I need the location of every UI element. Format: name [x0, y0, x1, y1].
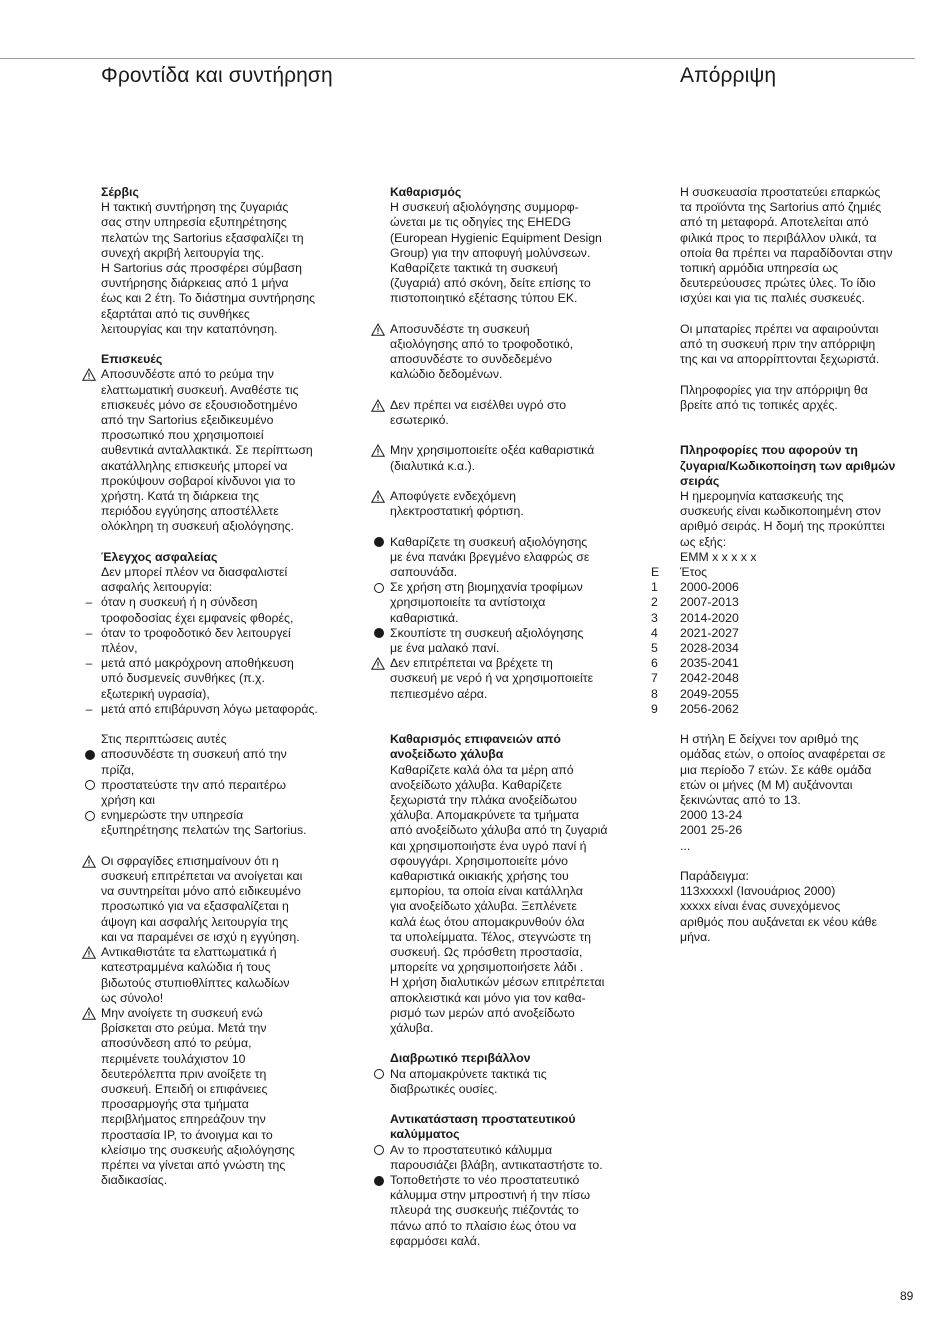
text-line: μπορείτε να χρησιμοποιήσετε λάδι .: [390, 960, 584, 975]
serial-code: 4: [651, 625, 658, 640]
serial-value: 2056-2062: [680, 701, 739, 716]
example-heading: Παράδειγμα:: [680, 869, 749, 884]
serial-code: 3: [651, 610, 658, 625]
spacer: [390, 428, 640, 443]
text-line: και χρησιμοποιήστε ένα υγρό πανί ή: [390, 838, 587, 853]
serial-table-row: [651, 641, 920, 656]
text-line: Δεν μπορεί πλέον να διασφαλιστεί: [101, 565, 288, 580]
warning-icon: [371, 489, 385, 504]
text-line: ελαττωματική συσκευή. Αναθέστε τις: [101, 382, 299, 397]
serial-table-row: [651, 595, 920, 610]
text-line: λειτουργίας και την καταπόνηση.: [101, 321, 278, 336]
text-line: χρήση και: [101, 793, 155, 808]
text-line: Καθαρίζετε καλά όλα τα μέρη από: [390, 762, 574, 777]
text-line: πεπιεσμένο αέρα.: [390, 686, 488, 701]
text-line: πρέπει να γίνεται από γνώστη της: [101, 1157, 286, 1172]
open-bullet-icon: [83, 778, 97, 793]
text-line: συνεχή ακριβή λειτουργία της.: [101, 245, 265, 260]
cases-intro: Στις περιπτώσεις αυτές: [101, 732, 227, 747]
text-line: μήνα.: [680, 929, 711, 944]
text-line: να συντηρείται μόνο από ειδικευμένο: [101, 884, 301, 899]
warning-icon: [82, 854, 96, 869]
text-line: εσωτερικό.: [390, 413, 449, 428]
text-line: τοπική αρμόδια υπηρεσία ως: [680, 261, 838, 276]
text-line: βιδωτούς στυπιοθλίπτες καλωδίων: [101, 975, 290, 990]
text-line: συσκευή επιτρέπεται να ανοίγεται και: [101, 869, 303, 884]
text-line: βρείτε από τις τοπικές αρχές.: [680, 397, 838, 412]
safety-action-item: [101, 747, 351, 777]
warning-icon: [371, 443, 385, 458]
text-line: Πληροφορίες για την απόρριψη θα: [680, 382, 868, 397]
serial-code: 1: [651, 580, 658, 595]
open-dot: [374, 1069, 384, 1079]
text-line: σας στην υπηρεσία εξυπηρέτησης: [101, 215, 287, 230]
section-heading-cover: Αντικατάσταση προστατευτικού: [390, 1112, 576, 1127]
text-line: και να παραμένει σε ισχύ η εγγύηση.: [101, 929, 300, 944]
section-heading-repairs: Επισκευές: [101, 352, 163, 367]
serial-value: 2028-2034: [680, 641, 739, 656]
text-line: ετών οι μήνες (M M) αυξάνονται: [680, 777, 853, 792]
text-line: συντήρησης διάρκειας από 1 μήνα: [101, 276, 289, 291]
text-line: αποκλειστικά και μόνο για τον καθα-: [390, 990, 586, 1005]
text-line: 2001 25-26: [680, 823, 743, 838]
text-line: αποσυνδέστε το συνδεδεμένο: [390, 352, 553, 367]
dash-bullet: –: [85, 595, 93, 610]
safety-condition-item: [85, 701, 351, 717]
serial-table-row: [651, 686, 920, 702]
warning-icon: [82, 1006, 96, 1021]
text-line: ενημερώστε την υπηρεσία: [101, 808, 244, 823]
text-line: από την Sartorius εξειδικευμένο: [101, 413, 274, 428]
spacer: [680, 717, 920, 732]
text-line: ρισμό των μερών από ανοξείδωτο: [390, 1005, 575, 1020]
text-line: μια περίοδο 7 ετών. Σε κάθε ομάδα: [680, 762, 872, 777]
text-line: πλευρά της συσκευής πιέζοντάς το: [390, 1203, 579, 1218]
section-heading-serial: ζυγαρια/Κωδικοποίηση των αριθμών: [680, 458, 896, 473]
serial-value: 2000-2006: [680, 580, 739, 595]
open-dot: [85, 811, 95, 821]
section-heading-corrosive: Διαβρωτικό περιβάλλον: [390, 1051, 531, 1066]
serial-table-row: [651, 656, 920, 671]
text-line: συσκευής είναι κωδικοποιημένη στον: [680, 504, 881, 519]
text-line: πιστοποιητικό εξέτασης τύπου ΕΚ.: [390, 291, 578, 306]
spacer: [680, 307, 920, 322]
text-line: εξωτερική υγρασία),: [101, 686, 210, 701]
text-line: μετά από μακρόχρονη αποθήκευση: [101, 656, 294, 671]
text-line: Η στήλη E δείχνει τον αριθμό της: [680, 732, 859, 747]
section-heading-cover: καλύμματος: [390, 1127, 460, 1142]
section-heading-steel: Καθαρισμός επιφανειών από: [390, 732, 561, 747]
text-line: βρίσκεται στο ρεύμα. Μετά την: [101, 1021, 267, 1036]
open-bullet-icon: [372, 580, 386, 595]
text-line: για ανοξείδωτο χάλυβα. Ξεπλένετε: [390, 899, 577, 914]
dash-bullet: –: [85, 656, 93, 671]
serial-code: E: [651, 565, 660, 580]
text-line: ολόκληρη τη συσκευή αξιολόγησης.: [101, 519, 294, 534]
text-line: ανοξείδωτο χάλυβα. Καθαρίζετε: [390, 777, 562, 792]
text-line: αυθεντικά ανταλλακτικά. Σε περίπτωση: [101, 443, 313, 458]
spacer: [101, 337, 351, 352]
text-line: ως εξής:: [680, 534, 727, 549]
open-bullet-icon: [372, 1067, 386, 1082]
text-line: Αποσυνδέστε από το ρεύμα την: [101, 367, 274, 382]
text-line: αποσυνδέστε τη συσκευή από την: [101, 747, 287, 762]
text-line: συσκευή. Ως πρόσθετη προστασία,: [390, 945, 583, 960]
serial-value: Έτος: [680, 565, 708, 580]
text-line: της και να απορρίπτονται ξεχωριστά.: [680, 352, 880, 367]
corrosive-item: [390, 1067, 640, 1097]
text-line: αποσύνδεση από το ρεύμα,: [101, 1036, 252, 1051]
section-heading-cleaning: Καθαρισμός: [390, 185, 462, 199]
warning-item: [101, 945, 351, 1006]
spacer: [101, 717, 351, 732]
warning-icon: [371, 322, 385, 337]
serial-code: 2: [651, 595, 658, 610]
text-line: (ζυγαριά) από σκόνη, δείτε επίσης το: [390, 276, 591, 291]
text-line: με ένα μαλακό πανί.: [390, 641, 500, 656]
text-line: διαδικασίας.: [101, 1173, 168, 1188]
section-heading-serial: σειράς: [680, 473, 720, 488]
text-line: πλέον,: [101, 641, 138, 656]
dash-bullet: –: [85, 625, 93, 640]
text-line: τροφοδοσίας έχει εμφανείς φθορές,: [101, 610, 294, 625]
section-heading-steel: ανοξείδωτο χάλυβα: [390, 747, 504, 762]
cleaning-warning: [390, 398, 640, 428]
text-line: Σκουπίστε τη συσκευή αξιολόγησης: [390, 625, 584, 640]
warning-item: [101, 1006, 351, 1188]
serial-value: 2035-2041: [680, 656, 739, 671]
text-line: Οι μπαταρίες πρέπει να αφαιρούνται: [680, 321, 879, 336]
text-line: ως σύνολο!: [101, 990, 164, 1005]
text-line: ομάδας ετών, ο οποίος αναφέρεται σε: [680, 747, 886, 762]
text-line: διαβρωτικές ουσίες.: [390, 1081, 498, 1096]
header-rule: [0, 58, 915, 59]
serial-code: 6: [651, 656, 658, 671]
text-line: σφουγγάρι. Χρησιμοποιείτε μόνο: [390, 853, 568, 868]
text-line: κλείσιμο της συσκευής αξιολόγησης: [101, 1142, 295, 1157]
text-line: Καθαρίζετε τη συσκευή αξιολόγησης: [390, 534, 588, 549]
warning-icon: [82, 945, 96, 960]
text-line: Η συσκευή αξιολόγησης συμμορφ-: [390, 200, 579, 215]
text-line: ασφαλής λειτουργία:: [101, 580, 213, 595]
text-line: ηλεκτροστατική φόρτιση.: [390, 504, 524, 519]
safety-action-item: [101, 778, 351, 808]
text-line: με ένα πανάκι βρεγμένο ελαφρώς σε: [390, 549, 590, 564]
filled-bullet-icon: [83, 747, 97, 762]
text-line: περιόδου εγγύησης αποστέλλετε: [101, 504, 279, 519]
text-line: (διαλυτικά κ.α.).: [390, 458, 476, 473]
text-line: όταν η συσκευή ή η σύνδεση: [101, 595, 258, 610]
spacer: [390, 474, 640, 489]
spacer: [680, 413, 920, 443]
spacer: [101, 535, 351, 550]
text-line: EMM x x x x x: [680, 549, 757, 564]
safety-condition-item: [85, 656, 351, 702]
text-line: Μην χρησιμοποιείτε οξέα καθαριστικά: [390, 443, 595, 458]
text-line: xxxxx είναι ένας συνεχόμενος: [680, 899, 841, 914]
serial-code: 8: [651, 686, 658, 701]
spacer: [390, 307, 640, 322]
serial-value: 2007-2013: [680, 595, 739, 610]
spacer: [390, 1036, 640, 1051]
text-line: χάλυβα.: [390, 1021, 434, 1036]
text-line: ξεχωριστά την πλάκα ανοξείδωτου: [390, 793, 577, 808]
text-line: προσαρμογής στα τμήματα: [101, 1097, 249, 1112]
text-line: επισκευές μόνο σε εξουσιοδοτημένο: [101, 397, 298, 412]
cleaning-warning: [390, 322, 640, 383]
safety-action-item: [101, 808, 351, 838]
text-line: προστατεύστε την από περαιτέρω: [101, 777, 286, 792]
cleaning-step: [390, 535, 640, 581]
text-line: έως και 2 έτη. Το διάστημα συντήρησης: [101, 291, 316, 306]
text-line: από τη συσκευή πριν την απόρριψη: [680, 337, 876, 352]
text-line: καλά έως ότου απομακρυνθούν όλα: [390, 914, 585, 929]
text-line: Δεν επιτρέπεται να βρέχετε τη: [390, 656, 553, 671]
text-line: Αντικαθιστάτε τα ελαττωματικά ή: [101, 945, 277, 960]
serial-table-row: [651, 580, 920, 595]
text-line: τα προϊόντα της Sartorius από ζημιές: [680, 200, 882, 215]
text-line: εξαρτάται από τις συνθήκες: [101, 306, 250, 321]
text-line: προσωπικό που χρησιμοποιεί: [101, 428, 264, 443]
serial-value: 2021-2027: [680, 625, 739, 640]
spacer: [390, 702, 640, 732]
spacer: [390, 383, 640, 398]
text-line: χάλυβα. Απομακρύνετε τα τμήματα: [390, 808, 579, 823]
text-line: παρουσιάζει βλάβη, αντικαταστήστε το.: [390, 1157, 603, 1172]
text-line: Να απομακρύνετε τακτικά τις: [390, 1066, 547, 1081]
text-line: περιβλήματος επηρεάζουν την: [101, 1112, 266, 1127]
text-line: προσωπικό για να εξασφαλίζεται η: [101, 899, 289, 914]
text-line: Δεν πρέπει να εισέλθει υγρό στο: [390, 397, 567, 412]
dash-bullet: –: [85, 701, 93, 716]
text-line: οποία θα πρέπει να παραδίδονται στην: [680, 245, 893, 260]
text-line: Η Sartorius σάς προσφέρει σύμβαση: [101, 261, 302, 276]
filled-bullet-icon: [372, 626, 386, 641]
cleaning-step: [390, 626, 640, 656]
serial-code: 7: [651, 671, 658, 686]
open-bullet-icon: [83, 808, 97, 823]
safety-condition-item: [85, 625, 351, 656]
serial-value: 2014-2020: [680, 610, 739, 625]
text-line: Αποφύγετε ενδεχόμενη: [390, 489, 516, 503]
cleaning-step: [390, 656, 640, 702]
text-line: δευτερεύουσες πρώτες ύλες. Το ίδιο: [680, 276, 876, 291]
column-care-left: [85, 185, 351, 1188]
text-line: καλώδιο δεδομένων.: [390, 367, 503, 382]
spacer: [390, 1097, 640, 1112]
cleaning-warning: [390, 489, 640, 519]
text-line: όταν το τροφοδοτικό δεν λειτουργεί: [101, 625, 291, 640]
text-line: συσκευή. Επειδή οι επιφάνειες: [101, 1081, 268, 1096]
text-line: από τη μεταφορά. Αποτελείται από: [680, 215, 869, 230]
page-title-care: Φροντίδα και συντήρηση: [101, 64, 333, 87]
text-line: συσκευή με νερό ή να χρησιμοποιείτε: [390, 671, 594, 686]
cover-step: [390, 1143, 640, 1173]
cover-step: [390, 1173, 640, 1249]
serial-table-row: [651, 671, 920, 686]
text-line: (European Hygienic Equipment Design: [390, 230, 602, 245]
repairs-warning: [101, 367, 351, 534]
text-line: Η τακτική συντήρηση της ζυγαριάς: [101, 200, 289, 215]
text-line: εφαρμόσει καλά.: [390, 1233, 481, 1248]
text-line: τα υπολείμματα. Τέλος, στεγνώστε τη: [390, 929, 591, 944]
filled-dot: [85, 750, 95, 760]
column-disposal: [651, 185, 920, 945]
serial-table-row: [651, 610, 920, 626]
text-line: ώνεται με τις οδηγίες της EHEDG: [390, 215, 572, 230]
text-line: ...: [680, 838, 691, 853]
section-heading-service: Σέρβις: [101, 185, 139, 199]
filled-dot: [374, 628, 384, 638]
text-line: αξιολόγησης από το τροφοδοτικό,: [390, 337, 574, 352]
text-line: Αν το προστατευτικό κάλυμμα: [390, 1142, 553, 1157]
text-line: κάλυμμα στην μπροστινή ή την πίσω: [390, 1188, 591, 1203]
filled-dot: [374, 537, 384, 547]
text-line: περιμένετε τουλάχιστον 10: [101, 1051, 246, 1066]
text-line: υπό δυσμενείς συνθήκες (π.χ.: [101, 671, 265, 686]
spacer: [101, 839, 351, 854]
text-line: ισχύει και για τις παλιές συσκευές.: [680, 291, 865, 306]
text-line: Καθαρίζετε τακτικά τη συσκευή: [390, 261, 558, 276]
serial-table-row: [651, 625, 920, 641]
spacer: [680, 367, 920, 382]
section-heading-serial: Πληροφορίες που αφορούν τη: [680, 443, 858, 458]
text-line: ακατάλληλης επισκευής μπορεί να: [101, 458, 288, 473]
text-line: πρίζα,: [101, 762, 135, 777]
warning-icon: [82, 367, 96, 382]
text-line: Η χρήση διαλυτικών μέσων επιτρέπεται: [390, 975, 605, 990]
text-line: πελατών της Sartorius εξασφαλίζει τη: [101, 230, 304, 245]
text-line: κατεστραμμένα καλώδια ή τους: [101, 960, 271, 975]
safety-condition-item: [85, 595, 351, 625]
filled-bullet-icon: [372, 535, 386, 550]
text-line: από ανοξείδωτο χάλυβα από τη ζυγαριά: [390, 823, 608, 838]
text-line: αριθμός που αυξάνεται εκ νέου κάθε: [680, 914, 878, 929]
text-line: ξεκινώντας από το 13.: [680, 793, 801, 808]
open-dot: [85, 780, 95, 790]
filled-bullet-icon: [372, 1173, 386, 1188]
text-line: μετά από επιβάρυνση λόγω μεταφοράς.: [101, 701, 318, 716]
text-line: Οι σφραγίδες επισημαίνουν ότι η: [101, 853, 279, 868]
warning-item: [101, 854, 351, 945]
page-number: 89: [900, 1289, 914, 1303]
text-line: Αποσυνδέστε τη συσκευή: [390, 321, 530, 336]
open-dot: [374, 583, 384, 593]
text-line: εμπορίου, τα οποία είναι κατάλληλα: [390, 884, 583, 899]
text-line: καθαριστικά.: [390, 610, 459, 625]
text-line: 2000 13-24: [680, 808, 743, 823]
text-line: Η συσκευασία προστατεύει επαρκώς: [680, 185, 881, 199]
serial-table-row: [651, 565, 920, 580]
warning-icon: [371, 656, 385, 671]
spacer: [390, 519, 640, 534]
cleaning-warning: [390, 443, 640, 473]
serial-code: 5: [651, 641, 658, 656]
page-title-disposal: Απόρριψη: [680, 64, 777, 87]
text-line: πάνω από το πλαίσιο έως ότου να: [390, 1218, 577, 1233]
text-line: σαπουνάδα.: [390, 565, 458, 579]
text-line: άψογη και ασφαλής λειτουργία της: [101, 914, 289, 929]
text-line: αριθμό σειράς. Η δομή της προκύπτει: [680, 519, 885, 534]
cleaning-step: [390, 580, 640, 626]
open-bullet-icon: [372, 1143, 386, 1158]
text-line: χρήστη. Κατά τη διάρκεια της: [101, 489, 260, 504]
text-line: Η ημερομηνία κατασκευής της: [680, 489, 844, 504]
text-line: προστασία IP, το άνοιγμα και το: [101, 1127, 273, 1142]
warning-icon: [371, 398, 385, 413]
text-line: Σε χρήση στη βιομηχανία τροφίμων: [390, 580, 583, 595]
serial-code: 9: [651, 701, 658, 716]
text-line: εξυπηρέτησης πελατών της Sartorius.: [101, 823, 307, 838]
text-line: Τοποθετήστε το νέο προστατευτικό: [390, 1173, 580, 1188]
serial-value: 2042-2048: [680, 671, 739, 686]
section-heading-safety: Έλεγχος ασφαλείας: [101, 549, 218, 564]
text-line: Group) για την αποφυγή μολύνσεων.: [390, 245, 591, 260]
spacer: [680, 854, 920, 869]
open-dot: [374, 1145, 384, 1155]
serial-table-row: [651, 701, 920, 717]
filled-dot: [374, 1176, 384, 1186]
text-line: Μην ανοίγετε τη συσκευή ενώ: [101, 1005, 263, 1020]
text-line: 113xxxxxl (Ιανουάριος 2000): [680, 884, 836, 899]
text-line: καθαριστικά οικιακής χρήσης του: [390, 869, 569, 884]
text-line: χρησιμοποιείτε τα αντίστοιχα: [390, 595, 546, 610]
column-care-right: [390, 185, 640, 1249]
text-line: δευτερόλεπτα πριν ανοίξετε τη: [101, 1066, 267, 1081]
text-line: φιλικά προς το περιβάλλον υλικά, τα: [680, 230, 877, 245]
text-line: προκύψουν σοβαροί κίνδυνοι για το: [101, 473, 296, 488]
serial-value: 2049-2055: [680, 686, 739, 701]
